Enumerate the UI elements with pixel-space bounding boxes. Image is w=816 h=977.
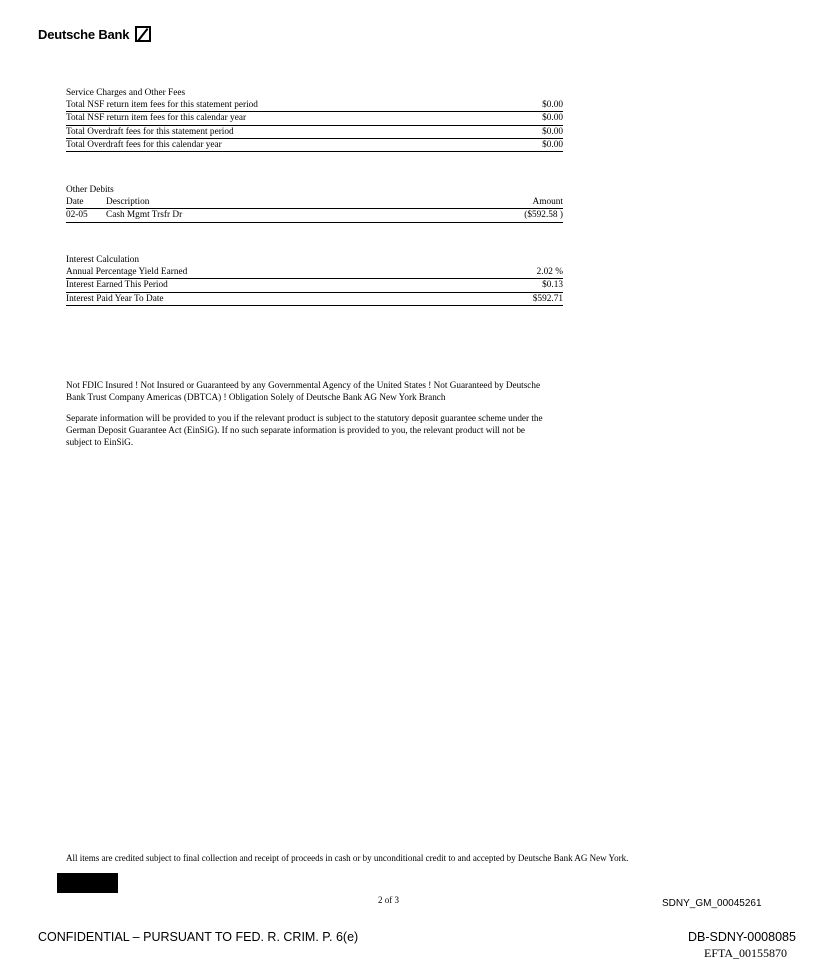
- efta-bates-number: EFTA_00155870: [704, 946, 788, 960]
- table-row: [66, 99, 563, 112]
- db-bates-number: DB-SDNY-0008085: [688, 930, 796, 944]
- interest-label: Interest Earned This Period: [66, 280, 168, 291]
- deutsche-bank-slash-icon: [135, 26, 151, 42]
- redaction-block: [57, 873, 118, 893]
- date-header: Date: [66, 197, 84, 207]
- other-debits-section: [66, 184, 563, 223]
- section-title: Service Charges and Other Fees: [66, 88, 186, 98]
- page-number: 2 of 3: [378, 895, 399, 905]
- confidential-notice: CONFIDENTIAL – PURSUANT TO FED. R. CRIM. P. 6(e): [38, 930, 359, 944]
- fee-label: Total Overdraft fees for this statement period: [66, 126, 234, 137]
- interest-section: [66, 254, 563, 306]
- interest-label: Interest Paid Year To Date: [66, 293, 164, 304]
- disclosures: [66, 379, 546, 457]
- collection-note: All items are credited subject to final collection and receipt of proceeds in cash or by unconditional credit to and accepted by Deutsche Bank AG New York.: [66, 853, 629, 863]
- table-row: [66, 139, 563, 152]
- table-row: [66, 293, 563, 306]
- table-row: [66, 279, 563, 292]
- fee-amount: $0.00: [542, 100, 563, 110]
- fee-amount: $0.00: [542, 139, 563, 150]
- interest-label: Annual Percentage Yield Earned: [66, 267, 188, 277]
- fee-amount: $0.00: [542, 113, 563, 124]
- table-row: [66, 266, 563, 279]
- table-header-row: [66, 196, 563, 209]
- debit-description: Cash Mgmt Trsfr Dr: [106, 210, 183, 221]
- fee-amount: $0.00: [542, 126, 563, 137]
- service-charges-section: [66, 87, 563, 152]
- debit-amount: ($592.58 ): [524, 210, 563, 221]
- bank-logo: [38, 26, 151, 42]
- sdny-bates-number: SDNY_GM_00045261: [662, 898, 762, 909]
- einsig-disclosure: Separate information will be provided to you if the relevant product is subject to the statutory deposit guarantee scheme under the German Deposit Guarantee Act (EinSiG). If no such separate information is provided to you, the relevant product will not be subject to EinSiG.: [66, 413, 543, 447]
- fee-label: Total Overdraft fees for this calendar year: [66, 139, 222, 150]
- section-title: Other Debits: [66, 185, 114, 195]
- debit-date: 02-05: [66, 210, 88, 221]
- fee-label: Total NSF return item fees for this statement period: [66, 100, 258, 110]
- table-row: [66, 112, 563, 125]
- section-title: Interest Calculation: [66, 255, 140, 265]
- amount-header: Amount: [532, 197, 563, 207]
- description-header: Description: [106, 197, 150, 207]
- table-row: [66, 209, 563, 222]
- fee-label: Total NSF return item fees for this calendar year: [66, 113, 247, 124]
- interest-value: $0.13: [542, 280, 563, 291]
- interest-value: $592.71: [532, 293, 563, 304]
- interest-value: 2.02 %: [536, 267, 563, 277]
- bank-name: Deutsche Bank: [38, 26, 130, 42]
- table-row: [66, 126, 563, 139]
- fdic-disclosure: Not FDIC Insured ! Not Insured or Guaranteed by any Governmental Agency of the United States ! Not Guaranteed by Deutsche Bank Trust Company Americas (DBTCA) ! Obligation Solely of Deutsche Bank AG New York Branch: [66, 380, 541, 402]
